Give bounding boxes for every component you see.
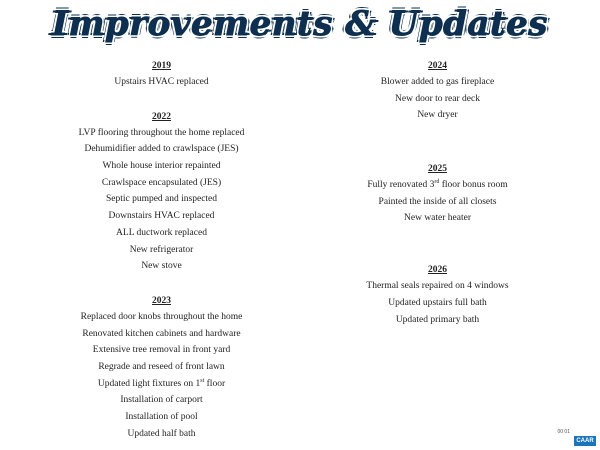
list-item: LVP flooring throughout the home replaced [78,127,245,138]
list-item: Dehumidifier added to crawlspace (JES) [84,144,239,155]
list-item: New dryer [417,110,458,121]
year-heading: 2024 [428,61,447,71]
section-2025 [305,161,570,227]
section-2023 [30,293,293,443]
left-column [30,58,293,442]
section-2022 [30,109,293,275]
list-item: Thermal seals repaired on 4 windows [366,281,509,292]
page-number: 00 01 [557,429,570,435]
year-heading: 2026 [428,265,447,276]
list-item: Blower added to gas fireplace [380,77,495,87]
list-item: Updated upstairs full bath [388,297,487,308]
list-item: New door to rear deck [395,93,480,104]
page-title: Improvements & Updates [52,4,548,44]
list-item: Crawlspace encapsulated (JES) [101,177,222,188]
list-item: Regrade and reseed of front lawn [98,361,225,372]
list-item: Updated primary bath [395,314,480,325]
section-2024 [305,58,570,124]
list-item: Installation of carport [120,395,203,406]
section-2019 [30,58,293,91]
list-item: New stove [141,261,182,272]
year-heading: 2019 [152,61,171,71]
list-item: Updated light fixtures on 1st floor [97,377,226,389]
list-item: New water heater [404,213,471,224]
list-item: Extensive tree removal in front yard [92,345,231,356]
list-item: Painted the inside of all closets [378,196,497,207]
list-item: Whole house interior repainted [102,161,221,172]
year-heading: 2023 [152,295,171,306]
list-item: Downstairs HVAC replaced [108,211,215,222]
list-item: Replaced door knobs throughout the home [80,311,243,322]
list-item: Septic pumped and inspected [105,194,218,205]
year-heading: 2025 [428,164,447,175]
list-item: Updated half bath [127,428,196,439]
list-item: Fully renovated 3rd floor bonus room [367,178,508,191]
list-item: Renovated kitchen cabinets and hardware [82,328,241,339]
section-2026 [305,262,570,328]
list-item: Installation of pool [125,412,198,422]
list-item: ALL ductwork replaced [116,227,207,238]
caar-logo: CAAR [574,436,596,446]
list-item: New refrigerator [129,244,194,255]
list-item: Upstairs HVAC replaced [114,77,209,87]
right-column [305,58,570,328]
year-heading: 2022 [152,111,171,122]
